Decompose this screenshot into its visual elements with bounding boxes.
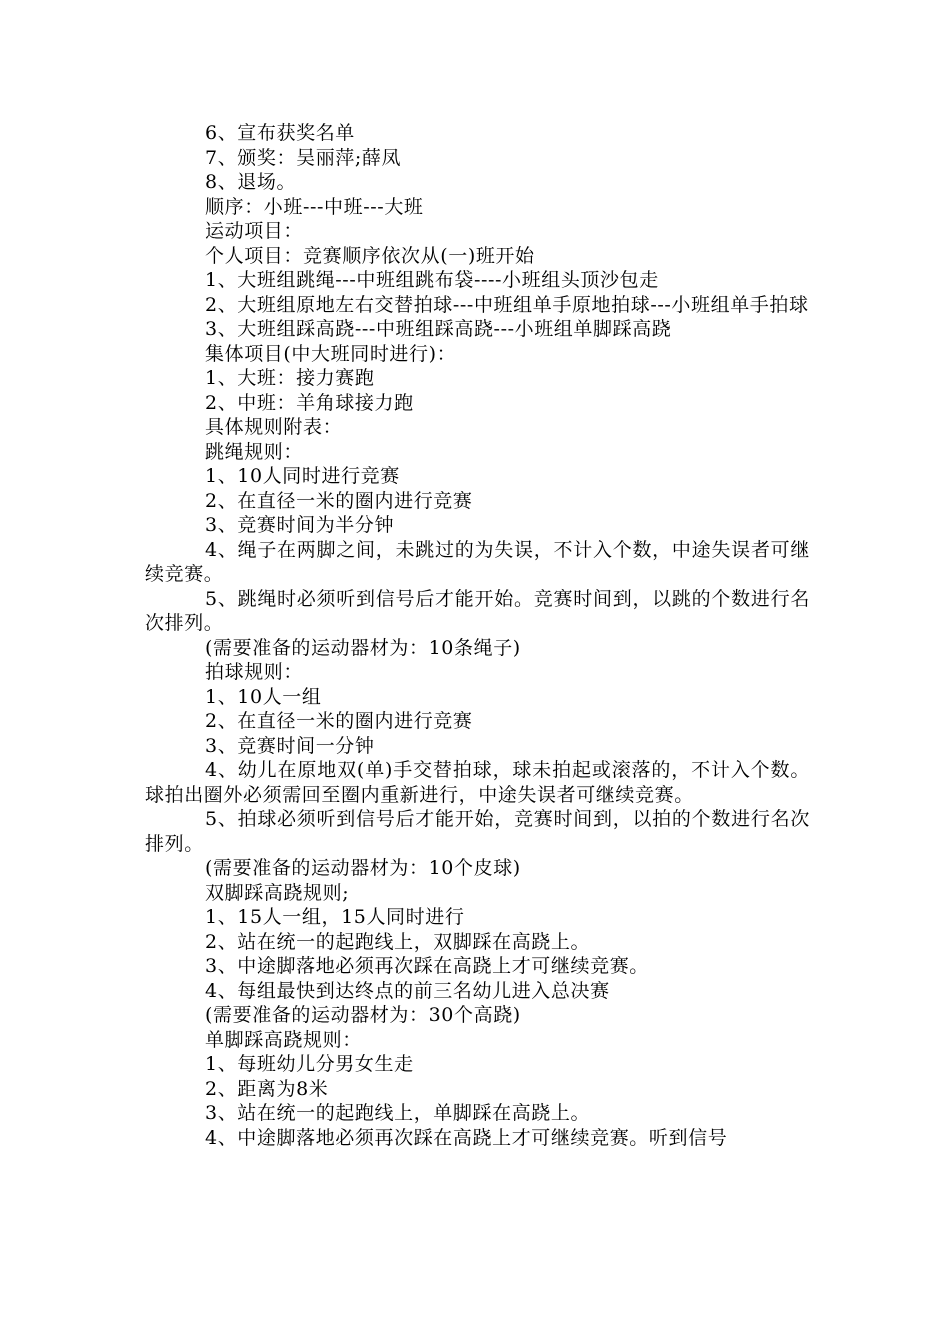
paragraph: 4、幼儿在原地双(单)手交替拍球，球未拍起或滚落的，不计入个数。球拍出圈外必须需回至圈内重新进行，中途失误者可继续竞赛。 — [145, 759, 810, 806]
paragraph: 2、大班组原地左右交替拍球---中班组单手原地拍球---小班组单手拍球 — [205, 293, 809, 316]
paragraph: 5、跳绳时必须听到信号后才能开始。竞赛时间到，以跳的个数进行名次排列。 — [145, 587, 810, 634]
paragraph: 2、在直径一米的圈内进行竞赛 — [205, 489, 473, 512]
paragraph: 2、在直径一米的圈内进行竞赛 — [205, 710, 473, 732]
paragraph: 2、距离为8米 — [205, 1077, 329, 1100]
paragraph: 5、拍球必须听到信号后才能开始，竞赛时间到，以拍的个数进行名次排列。 — [145, 808, 810, 855]
paragraph: (需要准备的运动器材为：10条绳子) — [205, 636, 521, 659]
paragraph: 7、颁奖：吴丽萍;薛凤 — [205, 146, 402, 169]
paragraph: 集体项目(中大班同时进行)： — [205, 342, 457, 365]
paragraph: 4、绳子在两脚之间，未跳过的为失误，不计入个数，中途失误者可继续竞赛。 — [145, 538, 810, 585]
paragraph: 2、中班：羊角球接力跑 — [205, 391, 414, 414]
paragraph: 1、大班组跳绳---中班组跳布袋----小班组头顶沙包走 — [205, 269, 659, 291]
paragraph: 1、10人同时进行竞赛 — [205, 465, 400, 487]
paragraph: 个人项目：竞赛顺序依次从(一)班开始 — [205, 244, 535, 267]
paragraph: 1、10人一组 — [205, 685, 322, 708]
document-body — [145, 121, 810, 1150]
paragraph: 3、站在统一的起跑线上，单脚踩在高跷上。 — [205, 1102, 591, 1124]
paragraph: 3、大班组踩高跷---中班组踩高跷---小班组单脚踩高跷 — [205, 318, 672, 340]
paragraph: 具体规则附表： — [205, 416, 343, 438]
paragraph: 3、竞赛时间为半分钟 — [205, 514, 395, 536]
paragraph: 2、站在统一的起跑线上，双脚踩在高跷上。 — [205, 930, 591, 953]
paragraph: 拍球规则： — [205, 661, 304, 683]
paragraph: (需要准备的运动器材为：30个高跷) — [205, 1004, 521, 1026]
paragraph: 单脚踩高跷规则： — [205, 1028, 362, 1051]
paragraph: 运动项目： — [205, 220, 304, 242]
paragraph: 3、中途脚落地必须再次踩在高跷上才可继续竞赛。 — [205, 955, 649, 977]
paragraph: 6、宣布获奖名单 — [205, 122, 355, 144]
paragraph: 4、每组最快到达终点的前三名幼儿进入总决赛 — [205, 979, 610, 1002]
paragraph: 3、竞赛时间一分钟 — [205, 734, 375, 757]
paragraph: 双脚踩高跷规则; — [205, 881, 350, 904]
paragraph: 4、中途脚落地必须再次踩在高跷上才可继续竞赛。听到信号 — [205, 1126, 728, 1149]
paragraph: 1、每班幼儿分男女生走 — [205, 1053, 414, 1075]
paragraph: (需要准备的运动器材为：10个皮球) — [205, 857, 521, 879]
paragraph: 1、15人一组，15人同时进行 — [205, 906, 465, 928]
paragraph: 顺序：小班---中班---大班 — [205, 195, 424, 218]
paragraph: 跳绳规则： — [205, 440, 304, 463]
paragraph: 8、退场。 — [205, 171, 297, 193]
paragraph: 1、大班：接力赛跑 — [205, 367, 375, 389]
